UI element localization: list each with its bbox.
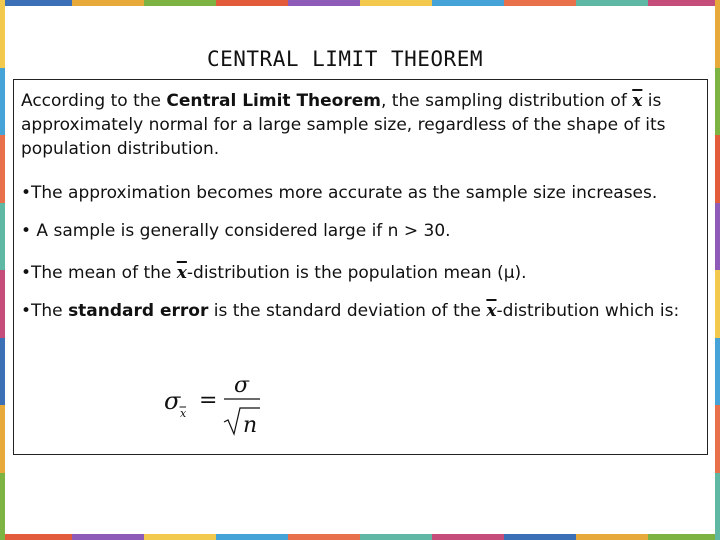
border-segment [0,135,5,203]
border-segment [576,534,648,540]
border-segment [504,0,576,6]
border-segment [0,0,72,6]
content-box [13,79,708,455]
standard-error-term: standard error [68,301,209,321]
bullet-standard-error [21,299,699,323]
border-segment [715,473,720,540]
formula-denominator-n: n [243,413,258,438]
top-border [0,0,720,6]
border-segment [216,534,288,540]
bullet-mean-text-1: •The mean of the [21,263,177,283]
border-segment [144,534,216,540]
standard-error-formula [154,372,264,442]
slide-title: CENTRAL LIMIT THEOREM [206,47,483,71]
border-segment [0,203,5,271]
border-segment [715,338,720,406]
bullet-se-text-1: •The [21,301,69,321]
right-border [715,0,720,540]
bullet-mean [21,261,699,285]
intro-text-2: , the sampling distribution of [381,91,633,111]
border-segment [715,0,720,68]
x-bar-symbol: $\overline{x}$ [176,263,187,283]
border-segment [715,405,720,473]
border-segment [0,405,5,473]
border-segment [715,203,720,271]
border-segment [0,270,5,338]
border-segment [0,68,5,136]
formula-equals: = [199,388,218,413]
border-segment [144,0,216,6]
bullet-mean-text-2: -distribution is the population mean (μ). [186,263,527,283]
border-segment [715,135,720,203]
formula-subscript-xbar: x [180,407,187,420]
border-segment [72,0,144,6]
border-segment [576,0,648,6]
border-segment [360,0,432,6]
border-segment [648,534,720,540]
border-segment [715,270,720,338]
bullet-accuracy: •The approximation becomes more accurate as the sample size increases. [21,183,658,203]
border-segment [504,534,576,540]
x-bar-symbol: $\overline{x}$ [632,91,643,111]
bullet-large-sample: • A sample is generally considered large if n > 30. [21,221,451,241]
bullet-se-text-2: is the standard deviation of the [208,301,487,321]
formula-numerator-sigma: σ [234,373,250,398]
border-segment [432,0,504,6]
border-segment [0,338,5,406]
border-segment [648,0,720,6]
x-bar-symbol: $\overline{x}$ [486,301,497,321]
border-segment [432,534,504,540]
border-segment [360,534,432,540]
border-segment [216,0,288,6]
formula-sigma-lhs: σ [164,387,181,415]
intro-text-1: According to the [21,91,167,111]
border-segment [288,0,360,6]
border-segment [715,68,720,136]
border-segment [0,473,5,540]
intro-paragraph [21,89,699,161]
border-segment [72,534,144,540]
border-segment [0,534,72,540]
border-segment [288,534,360,540]
bullet-se-text-3: -distribution which is: [496,301,680,321]
left-border [0,0,5,540]
intro-text-3: is approximately normal for a large sample size, regardless of the shape of its population distribution. [21,91,666,159]
central-limit-theorem-term: Central Limit Theorem [166,91,381,111]
bottom-border [0,534,720,540]
